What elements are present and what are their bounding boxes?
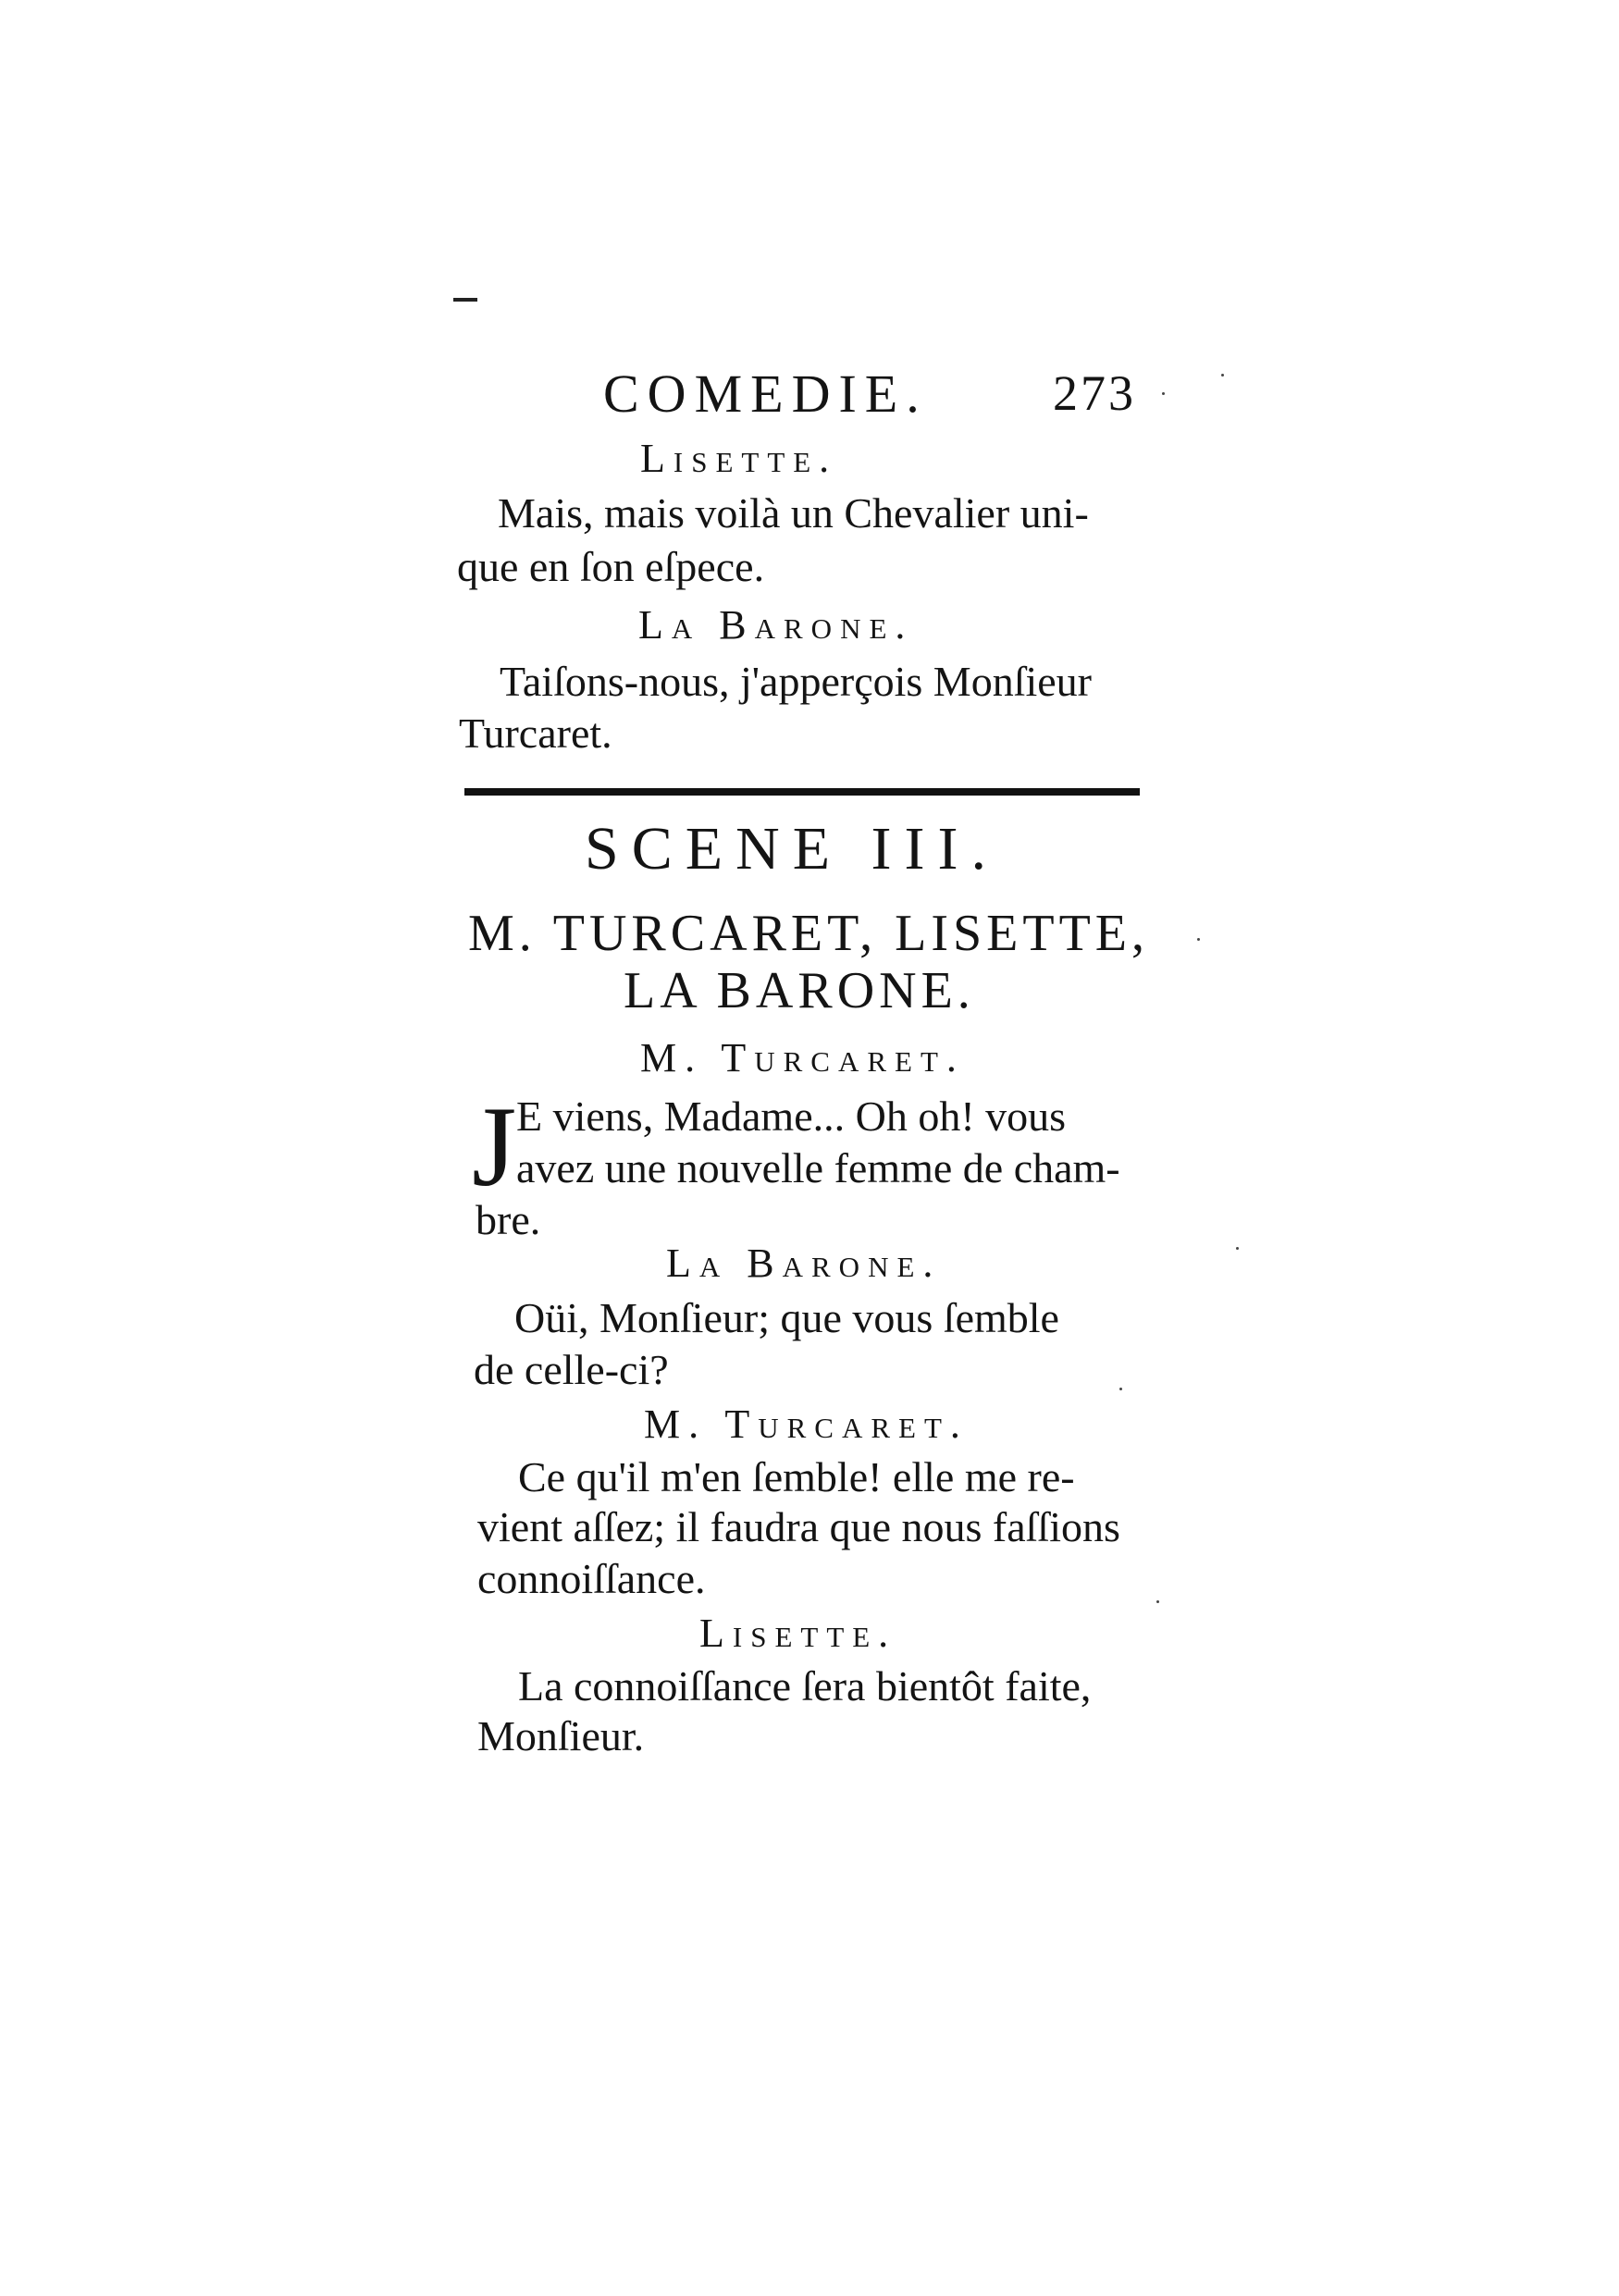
speaker-heading: M. Turcaret. — [644, 1401, 969, 1447]
dialogue-line: de celle-ci? — [474, 1346, 669, 1393]
section-rule — [464, 788, 1140, 796]
dialogue-line: Oüi, Monſieur; que vous ſemble — [514, 1294, 1059, 1341]
cast-list — [468, 905, 1149, 1019]
speaker-heading: Lisette. — [640, 436, 838, 481]
dialogue-line: vient aſſez; il faudra que nous faſſions — [477, 1503, 1120, 1550]
speaker-heading: Lisette. — [699, 1611, 897, 1656]
dialogue-line: Mais, mais voilà un Chevalier uni- — [498, 489, 1089, 537]
dialogue-line: avez une nouvelle femme de cham- — [516, 1144, 1120, 1191]
dialogue-line: connoiſſance. — [477, 1555, 706, 1602]
running-head: COMEDIE. — [603, 364, 928, 424]
speaker-heading: La Barone. — [666, 1241, 942, 1286]
cast-line: M. TURCARET, LISETTE, — [468, 905, 1150, 962]
speaker-heading: La Barone. — [638, 602, 914, 648]
scene-title: SCENE III. — [585, 815, 999, 883]
ink-speck — [1197, 938, 1200, 941]
dialogue-line: E viens, Madame... Oh oh! vous — [516, 1092, 1067, 1140]
dialogue-line: Ce qu'il m'en ſemble! elle me re- — [518, 1453, 1075, 1500]
ink-speck — [1162, 392, 1165, 395]
ink-speck — [1156, 1600, 1159, 1603]
dialogue-line: bre. — [476, 1196, 541, 1243]
page-number: 273 — [1053, 365, 1136, 421]
dialogue-line: que en ſon eſpece. — [457, 543, 765, 590]
dialogue-line: Turcaret. — [459, 710, 612, 757]
margin-mark — [453, 298, 477, 302]
ink-speck — [1236, 1247, 1239, 1250]
ink-speck — [1221, 374, 1224, 376]
dialogue-line: Monſieur. — [477, 1712, 645, 1759]
dialogue-line: La connoiſſance ſera bientôt faite, — [518, 1662, 1092, 1710]
drop-cap: J — [472, 1083, 517, 1210]
speaker-heading: M. Turcaret. — [640, 1035, 965, 1080]
ink-speck — [1119, 1388, 1122, 1390]
cast-line: LA BARONE. — [624, 962, 975, 1019]
dialogue-line: Taiſons-nous, j'apperçois Monſieur — [500, 658, 1093, 705]
